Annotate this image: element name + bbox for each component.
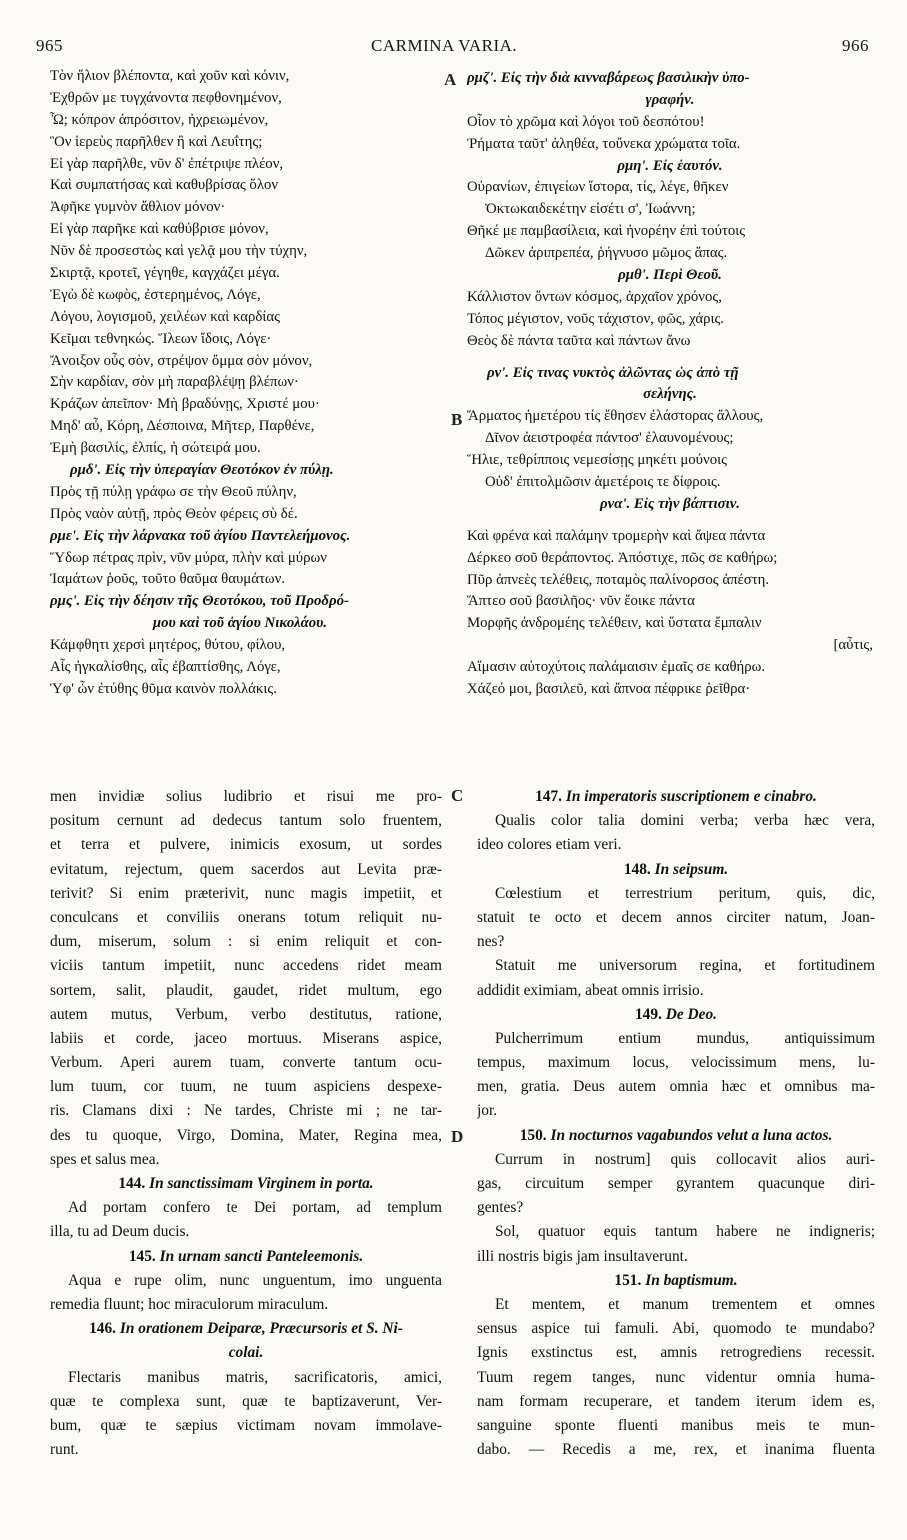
text-line: Ἐχθρῶν με τυγχάνοντα πεφθονημένον, (50, 89, 282, 106)
text-line: viciis tantum impetiit, nunc accedens ridet meam (50, 957, 442, 975)
text-line: Ἥλιε, τεθρίπποις νεμεσίσῃς μηκέτι μούνοις (467, 452, 727, 469)
text-line: Πρὸς τῇ πύλῃ γράφω σε τὴν Θεοῦ πύλην, (50, 483, 297, 500)
text-line: Λόγου, λογισμοῦ, χειλέων καὶ καρδίας (50, 308, 280, 325)
text-line: Αἷς ἠγκαλίσθης, αἷς ἐβαπτίσθης, Λόγε, (50, 659, 281, 676)
poem-heading: Pulcherrimum entium mundus, antiquissimum (495, 1029, 875, 1047)
text-line: Σκιρτᾷ, κροτεῖ, γέγηθε, καγχάζει μέγα. (50, 265, 280, 282)
poem-heading: Currum in nostrum] quis collocavit alios auri- (495, 1150, 875, 1168)
section-title: De Deo. (665, 1005, 718, 1023)
text-line: Τὸν ἥλιον βλέποντα, καὶ χοῦν καὶ κόνιν, (50, 68, 290, 84)
poem-heading: σελήνης. (643, 386, 697, 403)
text-line: Ὦ; κόπρον ἀπρόσιτον, ἠχρειωμένον, (50, 111, 269, 128)
text-line: autem mutus, Verbum, verbo destitutus, ratione, (50, 1005, 442, 1023)
text-line: Ignis exstinctus est, amnis retrogrediens recessit. (477, 1344, 875, 1362)
text-line: Οἷον τὸ χρῶμα καὶ λόγοι τοῦ δεσπότου! (467, 113, 705, 130)
section-title: In orationem Deiparæ, Præcursoris et S. Ni- (119, 1320, 403, 1338)
poem-heading: ρμε'. Εἰς τὴν λάρνακα τοῦ ἁγίου Παντελεήμονος. (50, 527, 351, 544)
text-line: remedia fluunt; hoc miraculorum miraculum. (50, 1295, 329, 1313)
text-line: dum, miserum, solum : si enim reliquit et con- (50, 933, 442, 951)
text-line: tempus, maximum locus, velocissimum mens, lu- (477, 1054, 875, 1072)
text-line: Τόπος μέγιστον, νοῦς τάχιστον, φῶς, χάρις. (467, 310, 725, 327)
text-line (467, 516, 873, 526)
text-line: jor. (477, 1102, 498, 1120)
poem-heading: μου καὶ τοῦ ἁγίου Νικολάου. (152, 615, 328, 632)
text-line: terivit? Si enim præterivit, nunc magis impetiit, et (50, 884, 442, 902)
text-line: Ἀφῆκε γυμνὸν ἄθλιον μόνον· (50, 199, 226, 216)
poem-heading: Statuit me universorum regina, et fortitudinem (495, 957, 875, 975)
text-line: Θεὸς δὲ πάντα ταῦτα καὶ πάντων ἄνω (467, 332, 691, 349)
section-number: 151. (614, 1271, 642, 1289)
text-line: gas, circuitum semper gyrantem quacunque diri- (477, 1175, 875, 1192)
section-heading (477, 1124, 875, 1148)
text-line: Αἵμασιν αὐτοχύτοις παλάμαισιν ἐμαῖς σε καθήρω. (467, 659, 766, 676)
poem-heading: ρμδ'. Εἰς τὴν ὑπεραγίαν Θεοτόκον ἐν πύλῃ. (70, 462, 334, 479)
text-line: sanguine sponte fluenti manibus meis te mun- (477, 1416, 875, 1434)
text-line: Ἐγὼ δὲ κωφὸς, ἐστερημένος, Λόγε, (50, 286, 261, 303)
text-line: Ἅπτεο σοῦ βασιλῆος· νῦν ἔοικε πάντα (467, 593, 695, 610)
text-line: ideo colores etiam veri. (477, 836, 622, 854)
section-heading (50, 1317, 442, 1341)
text-line: Κάμφθητι χερσὶ μητέρος, θύτου, φίλου, (50, 637, 286, 654)
section-title: In urnam sancti Panteleemonis. (159, 1247, 364, 1265)
poem-heading: Aqua e rupe olim, nunc unguentum, imo unguenta (68, 1271, 442, 1289)
section-title: In nocturnos vagabundos velut a luna actos. (550, 1126, 833, 1144)
text-line: Πρὸς ναὸν αὐτῇ, πρὸς Θεὸν φέρεις σὺ δέ. (50, 505, 298, 522)
section-title: In seipsum. (654, 860, 729, 878)
section-title: In sanctissimam Virginem in porta. (149, 1175, 374, 1192)
text-line (467, 353, 873, 363)
text-line: Ὃν ἱερεὺς παρῆλθεν ἢ καὶ Λευΐτης; (50, 133, 263, 150)
section-heading (50, 1341, 442, 1365)
poem-heading: Ad portam confero te Dei portam, ad templum (68, 1199, 442, 1217)
marker-c: C (451, 786, 464, 805)
poem-heading: ρμθ'. Περὶ Θεοῦ. (618, 267, 722, 284)
marker-d: D (451, 1127, 464, 1146)
section-number: 150. (519, 1126, 547, 1144)
section-number: 145. (128, 1247, 156, 1265)
text-line: et terra et pulvere, inimicis exosum, ut sordes (50, 836, 442, 854)
poem-heading: ρν'. Εἰς τινας νυκτὸς ἀλῶντας ὡς ἀπὸ τῇ (487, 364, 739, 381)
latin-left-column (50, 785, 442, 1462)
text-line: Κάλλιστον ὄντων κόσμος, ἀρχαῖον χρόνος, (467, 288, 722, 305)
latin-right-column (477, 785, 875, 1462)
text-line: statuit te octo et decem annos circiter natum, Joan- (477, 908, 875, 926)
section-heading (477, 1269, 875, 1293)
text-line: Ὑφ' ὧν ἐτύθης θῦμα καινὸν πολλάκις. (50, 680, 277, 697)
greek-left-column (50, 66, 430, 701)
marker-b: B (451, 410, 463, 429)
text-line: conculcans et conviliis onerans totum reliquit nu- (50, 908, 442, 926)
text-line: Ὀκτωκαιδεκέτην εἰσέτι σ', Ἰωάννη; (485, 201, 696, 218)
text-line: Verbum. Aperi aurem tuam, converte tantum ocu- (50, 1054, 442, 1072)
section-heading (50, 1245, 442, 1269)
text-line: Πῦρ ἀπνεὲς τελέθεις, ποταμὸς παλίνορσος ἀπέστη. (467, 571, 770, 588)
text-line: positum cernunt ad dedecus tantum solo fruentem, (50, 812, 442, 830)
text-line: Ἄνοιξον οὖς σὸν, στρέψον ὄμμα σὸν μόνον, (50, 352, 313, 369)
text-line: Ῥήματα ταῦτ' ἀληθέα, τοὔνεκα χρώματα τοῖα. (467, 135, 741, 152)
text-line: Οὐδ' ἐπιτολμῶσιν ἁμετέροις τε δίφροις. (485, 474, 721, 491)
text-line: Κεῖμαι τεθνηκώς. Ἵλεων ἴδοις, Λόγε· (50, 330, 272, 347)
section-number: 144. (118, 1175, 146, 1192)
section-title: In baptismum. (645, 1271, 738, 1289)
text-line: Οὐρανίων, ἐπιγείων ἵστορα, τίς, λέγε, θῆκεν (467, 179, 729, 196)
text-line: gentes? (477, 1199, 524, 1217)
text-line: nam formam recuperare, et tandem iterum idem es, (477, 1392, 875, 1410)
text-line: Μηδ' αὖ, Κόρη, Δέσποινα, Μῆτερ, Παρθένε, (50, 418, 315, 435)
text-line: Εἰ γὰρ παρῆκε καὶ καθύβρισε μόνον, (50, 221, 269, 238)
text-line: Σὴν καρδίαν, σὸν μὴ παραβλέψῃ βλέπων· (50, 374, 299, 391)
text-line: Δῶκεν ἀριπρεπέα, ῥήγνυσο μῶμος ἅπας. (485, 245, 728, 262)
text-line: dabo. — Recedis a me, rex, et inanima fluenta (477, 1441, 875, 1459)
section-heading (50, 1172, 442, 1196)
section-number: 147. (535, 788, 563, 805)
text-line: sensus aspice tui famuli. Abi, quomodo te mundabo? (477, 1320, 875, 1338)
text-line: sortem, salit, plaudit, gaudet, ridet multum, ego (50, 981, 442, 999)
text-line: Ἅρματος ἡμετέρου τίς ἔθησεν ἐλάστορας ἄλλους, (467, 408, 764, 425)
text-line: evitatum, rejectum, quem sacerdos aut Levita præ- (50, 860, 442, 878)
text-line: illa, tu ad Deum ducis. (50, 1223, 190, 1241)
section-title: In imperatoris suscriptionem e cinabro. (565, 788, 817, 805)
poem-heading: Qualis color talia domini verba; verba hæc vera, (495, 812, 875, 830)
text-line: runt. (50, 1441, 79, 1459)
text-line: Δῖνον ἀειστροφέα πάντοσ' ἐλαυνομένους; (485, 430, 734, 447)
text-line: Ἰαμάτων ῥοῦς, τοῦτο θαῦμα θαυμάτων. (50, 571, 286, 588)
text-line: ris. Clamans dixi : Ne tardes, Christe mi ; ne tar- (50, 1102, 442, 1120)
section-title: colai. (228, 1344, 264, 1362)
poem-heading: Sol, quatuor equis tantum habere ne indigneris; (495, 1223, 875, 1241)
poem-heading: Flectaris manibus matris, sacrificatoris, amici, (68, 1368, 442, 1386)
running-title: CARMINA VARIA. (371, 36, 518, 55)
right-page-number: 966 (842, 36, 869, 55)
text-line: Μορφῆς ἀνδρομέης τελέθειν, καὶ ὕστατα ἔμπαλιν (467, 615, 762, 632)
poem-heading: γραφήν. (645, 91, 695, 108)
marker-a: A (444, 70, 457, 89)
poem-heading: ρμζ'. Εἰς τὴν διὰ κινναβάρεως βασιλικὴν ὑπο- (467, 70, 750, 86)
page-header (0, 36, 907, 60)
section-heading (477, 1003, 875, 1027)
text-line: Κράζων ἀπεῖπον· Μὴ βραδύνῃς, Χριστέ μου· (50, 396, 320, 413)
text-line: quæ te complexa sunt, quæ te baptizaverunt, Ver- (50, 1392, 442, 1410)
poem-heading: ρμς'. Εἰς τὴν δέησιν τῆς Θεοτόκου, τοῦ Προδρό- (50, 593, 349, 610)
text-line: [αὖτις, (833, 637, 873, 654)
section-heading (477, 785, 875, 809)
poem-heading: Cœlestium et terrestrium peritum, quis, dic, (495, 884, 875, 902)
section-number: 146. (89, 1320, 117, 1338)
left-page-number: 965 (36, 36, 63, 55)
text-line: men, gratia. Deus autem omnia hæc et omnibus ma- (477, 1078, 875, 1096)
text-line: Νῦν δὲ προσεστὼς καὶ γελᾷ μου τὴν τύχην, (50, 243, 308, 260)
poem-heading: ρνα'. Εἰς τὴν βάπτισιν. (600, 495, 740, 512)
text-line: Χάζεό μοι, βασιλεῦ, καὶ ἄπνοα πέφρικε ῥεῖθρα· (467, 681, 751, 698)
greek-right-column (467, 68, 873, 701)
text-line: Εἰ γὰρ παρῆλθε, νῦν δ' ἐπέτριψε πλέον, (50, 155, 284, 172)
text-line: Καὶ φρένα καὶ παλάμην τρομερὴν καὶ ἄψεα πάντα (467, 527, 766, 544)
text-line: illi nostris bigis jam insultaverunt. (477, 1247, 688, 1265)
poem-heading: Et mentem, et manum trementem et omnes (495, 1295, 875, 1313)
text-line: Θῆκέ με παμβασίλεια, καὶ ἠνορέην ἐπὶ τούτοις (467, 223, 746, 240)
section-heading (477, 858, 875, 882)
section-number: 148. (623, 860, 651, 878)
text-line: labiis et corde, jaceo mortuus. Miserans aspice, (50, 1029, 442, 1047)
text-line: Ἐμὴ βασιλίς, ἐλπίς, ἡ σώτειρά μου. (50, 440, 261, 457)
section-number: 149. (634, 1005, 662, 1023)
text-line: bum, quæ te sæpius victimam novam immolave- (50, 1416, 442, 1434)
text-line: nes? (477, 933, 505, 951)
text-line: men invidiæ solius ludibrio et risui me pro- (50, 788, 442, 805)
text-line: Ὕδωρ πέτρας πρὶν, νῦν μύρα, πλὴν καὶ μύρων (50, 549, 327, 566)
text-line: lum tuum, cor tuum, ne tuum aspiciens despexe- (50, 1078, 442, 1096)
text-line: addidit eximiam, abeat omnis irrisio. (477, 981, 704, 999)
text-line: des tu quoque, Virgo, Domina, Mater, Regina mea, (50, 1126, 442, 1144)
text-line: Δέρκεο σοῦ θεράποντος. Ἀπόστιχε, πῶς σε καθήρω; (467, 549, 778, 566)
text-line: Tuum regem tanges, nunc videntur omnia huma- (477, 1368, 875, 1386)
poem-heading: ρμη'. Εἰς ἑαυτόν. (617, 157, 723, 174)
text-line: spes et salus mea. (50, 1150, 160, 1168)
text-line: Καὶ συμπατήσας καὶ καθυβρίσας ὅλον (50, 177, 279, 194)
